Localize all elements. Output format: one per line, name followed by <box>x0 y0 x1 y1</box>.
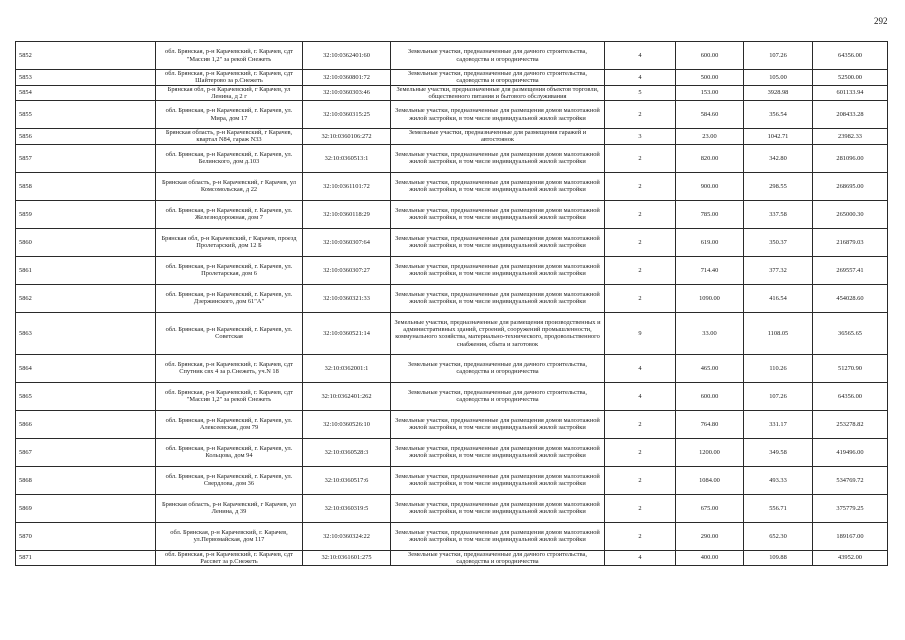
land-use-cell: Земельные участки, предназначенные для дачного строительства, садоводства и огородничества <box>391 42 605 70</box>
specific-value-cell: 342.80 <box>744 144 813 172</box>
cadastral-value-cell: 189167.00 <box>813 522 888 550</box>
land-register-table <box>15 41 888 566</box>
use-group-cell: 2 <box>605 410 676 438</box>
row-number: 5869 <box>16 494 156 522</box>
cadastral-number-cell: 32:10:0360106:272 <box>303 129 391 145</box>
specific-value-cell: 556.71 <box>744 494 813 522</box>
cadastral-value-cell: 281096.00 <box>813 144 888 172</box>
cadastral-number-cell: 32:10:0360517:6 <box>303 466 391 494</box>
cadastral-number-cell: 32:10:0360321:33 <box>303 284 391 312</box>
row-number: 5871 <box>16 550 156 566</box>
table-row <box>16 284 888 312</box>
area-cell: 1084.00 <box>676 466 744 494</box>
specific-value-cell: 331.17 <box>744 410 813 438</box>
table-row <box>16 172 888 200</box>
land-use-cell: Земельные участки, предназначенные для размещения домов малоэтажной жилой застройки, в том числе индивидуальной жилой застройки <box>391 466 605 494</box>
specific-value-cell: 350.37 <box>744 228 813 256</box>
use-group-cell: 2 <box>605 466 676 494</box>
table-row <box>16 312 888 354</box>
row-number: 5854 <box>16 85 156 101</box>
area-cell: 764.80 <box>676 410 744 438</box>
land-use-cell: Земельные участки, предназначенные для размещения производственных и административных зданий, строений, сооружений промышленности, коммунального хозяйства, материально-технического, продовольственного снабжения, сбыта и заготовок <box>391 312 605 354</box>
land-use-cell: Земельные участки, предназначенные для размещения домов малоэтажной жилой застройки, в том числе индивидуальной жилой застройки <box>391 494 605 522</box>
address-cell: обл. Брянская, р-н Карачевский, г. Карачев, сдт Шайтерово за р.Снежеть <box>156 70 303 86</box>
table-row <box>16 101 888 129</box>
row-number: 5859 <box>16 200 156 228</box>
address-cell: обл. Брянская, р-н Карачевский, г. Карачев, ул. Белинского, дом д.103 <box>156 144 303 172</box>
row-number: 5857 <box>16 144 156 172</box>
row-number: 5860 <box>16 228 156 256</box>
table-row <box>16 522 888 550</box>
cadastral-number-cell: 32:10:0360307:27 <box>303 256 391 284</box>
row-number: 5865 <box>16 382 156 410</box>
cadastral-number-cell: 32:10:0362001:1 <box>303 354 391 382</box>
address-cell: обл. Брянская, р-н Карачевский, г. Карачев, сдт "Массив 1,2" за рекой Снежеть <box>156 382 303 410</box>
row-number: 5870 <box>16 522 156 550</box>
cadastral-value-cell: 43952.00 <box>813 550 888 566</box>
address-cell: Брянская область, р-н Карачевский, г Карачев, ул Ленина, д 39 <box>156 494 303 522</box>
specific-value-cell: 356.54 <box>744 101 813 129</box>
use-group-cell: 5 <box>605 85 676 101</box>
use-group-cell: 2 <box>605 256 676 284</box>
cadastral-value-cell: 253278.82 <box>813 410 888 438</box>
area-cell: 1200.00 <box>676 438 744 466</box>
use-group-cell: 2 <box>605 172 676 200</box>
specific-value-cell: 110.26 <box>744 354 813 382</box>
area-cell: 33.00 <box>676 312 744 354</box>
cadastral-number-cell: 32:10:0360521:14 <box>303 312 391 354</box>
table-row <box>16 70 888 86</box>
cadastral-number-cell: 32:10:0361601:275 <box>303 550 391 566</box>
specific-value-cell: 298.55 <box>744 172 813 200</box>
cadastral-value-cell: 208433.28 <box>813 101 888 129</box>
row-number: 5855 <box>16 101 156 129</box>
cadastral-number-cell: 32:10:0360303:46 <box>303 85 391 101</box>
land-use-cell: Земельные участки, предназначенные для размещения гаражей и автостоянок <box>391 129 605 145</box>
cadastral-number-cell: 32:10:0360118:29 <box>303 200 391 228</box>
address-cell: Брянская обл, р-н Карачевский, г Карачев, проезд Пролетарский, дом 12 Б <box>156 228 303 256</box>
cadastral-number-cell: 32:10:0360315:25 <box>303 101 391 129</box>
row-number: 5861 <box>16 256 156 284</box>
row-number: 5853 <box>16 70 156 86</box>
area-cell: 820.00 <box>676 144 744 172</box>
row-number: 5864 <box>16 354 156 382</box>
land-use-cell: Земельные участки, предназначенные для размещения домов малоэтажной жилой застройки, в том числе индивидуальной жилой застройки <box>391 228 605 256</box>
table-row <box>16 85 888 101</box>
cadastral-value-cell: 216879.03 <box>813 228 888 256</box>
land-use-cell: Земельные участки, предназначенные для размещения домов малоэтажной жилой застройки, в том числе индивидуальной жилой застройки <box>391 284 605 312</box>
land-use-cell: Земельные участки, предназначенные для размещения домов малоэтажной жилой застройки, в том числе индивидуальной жилой застройки <box>391 410 605 438</box>
use-group-cell: 2 <box>605 284 676 312</box>
cadastral-number-cell: 32:10:0360319:5 <box>303 494 391 522</box>
area-cell: 290.00 <box>676 522 744 550</box>
land-use-cell: Земельные участки, предназначенные для размещения домов малоэтажной жилой застройки, в том числе индивидуальной жилой застройки <box>391 438 605 466</box>
use-group-cell: 2 <box>605 228 676 256</box>
table-row <box>16 466 888 494</box>
address-cell: обл. Брянская, р-н Карачевский, г. Карачев, сдт Спутник свх 4 за р.Снежеть, уч.N 18 <box>156 354 303 382</box>
land-use-cell: Земельные участки, предназначенные для размещения домов малоэтажной жилой застройки, в том числе индивидуальной жилой застройки <box>391 522 605 550</box>
address-cell: обл. Брянская, р-н Карачевский, г. Карачев, ул. Алексеевская, дом 79 <box>156 410 303 438</box>
cadastral-value-cell: 534769.72 <box>813 466 888 494</box>
specific-value-cell: 105.00 <box>744 70 813 86</box>
cadastral-value-cell: 64356.00 <box>813 382 888 410</box>
land-use-cell: Земельные участки, предназначенные для дачного строительства, садоводства и огородничества <box>391 70 605 86</box>
specific-value-cell: 377.32 <box>744 256 813 284</box>
area-cell: 153.00 <box>676 85 744 101</box>
area-cell: 400.00 <box>676 550 744 566</box>
table-row <box>16 438 888 466</box>
area-cell: 465.00 <box>676 354 744 382</box>
address-cell: обл. Брянская, р-н Карачевский, г. Карачев, сдт Рассвет за р.Снежеть <box>156 550 303 566</box>
use-group-cell: 2 <box>605 494 676 522</box>
area-cell: 600.00 <box>676 382 744 410</box>
area-cell: 584.60 <box>676 101 744 129</box>
use-group-cell: 4 <box>605 550 676 566</box>
address-cell: обл. Брянская, р-н Карачевский, г. Карачев, ул. Кольцова, дом 94 <box>156 438 303 466</box>
specific-value-cell: 652.30 <box>744 522 813 550</box>
cadastral-number-cell: 32:10:0360528:3 <box>303 438 391 466</box>
row-number: 5862 <box>16 284 156 312</box>
table-row <box>16 200 888 228</box>
cadastral-number-cell: 32:10:0360526:10 <box>303 410 391 438</box>
cadastral-number-cell: 32:10:0360801:72 <box>303 70 391 86</box>
use-group-cell: 9 <box>605 312 676 354</box>
table-row <box>16 550 888 566</box>
row-number: 5852 <box>16 42 156 70</box>
specific-value-cell: 349.58 <box>744 438 813 466</box>
cadastral-number-cell: 32:10:0360513:1 <box>303 144 391 172</box>
area-cell: 619.00 <box>676 228 744 256</box>
address-cell: Брянская область, р-н Карачевский, г Карачев, ул Комсомольская, д 22 <box>156 172 303 200</box>
page-number: 292 <box>874 16 888 26</box>
use-group-cell: 2 <box>605 200 676 228</box>
land-use-cell: Земельные участки, предназначенные для размещения домов малоэтажной жилой застройки, в том числе индивидуальной жилой застройки <box>391 200 605 228</box>
table-row <box>16 129 888 145</box>
land-use-cell: Земельные участки, предназначенные для дачного строительства, садоводства и огородничества <box>391 382 605 410</box>
specific-value-cell: 107.26 <box>744 42 813 70</box>
row-number: 5858 <box>16 172 156 200</box>
row-number: 5867 <box>16 438 156 466</box>
cadastral-number-cell: 32:10:0362401:262 <box>303 382 391 410</box>
cadastral-value-cell: 375779.25 <box>813 494 888 522</box>
table-row <box>16 144 888 172</box>
area-cell: 23.00 <box>676 129 744 145</box>
table-row <box>16 382 888 410</box>
specific-value-cell: 493.33 <box>744 466 813 494</box>
use-group-cell: 2 <box>605 522 676 550</box>
cadastral-number-cell: 32:10:0362401:60 <box>303 42 391 70</box>
specific-value-cell: 1108.05 <box>744 312 813 354</box>
row-number: 5856 <box>16 129 156 145</box>
cadastral-value-cell: 454028.60 <box>813 284 888 312</box>
address-cell: Брянская область, р-н Карачевский, г Карачев, квартал N84, гараж N33 <box>156 129 303 145</box>
table-row <box>16 42 888 70</box>
address-cell: обл. Брянская, р-н Карачевский, г. Карачев, ул. Мира, дом 17 <box>156 101 303 129</box>
cadastral-number-cell: 32:10:0360307:64 <box>303 228 391 256</box>
area-cell: 900.00 <box>676 172 744 200</box>
table-row <box>16 256 888 284</box>
address-cell: обл. Брянская, р-н Карачевский, г. Карачев, ул. Пролетарская, дом 6 <box>156 256 303 284</box>
cadastral-number-cell: 32:10:0361101:72 <box>303 172 391 200</box>
table-row <box>16 494 888 522</box>
specific-value-cell: 416.54 <box>744 284 813 312</box>
address-cell: обл. Брянская, р-н Карачевский, г. Карачев, ул.Первомайская, дом 117 <box>156 522 303 550</box>
register-body <box>16 42 888 566</box>
cadastral-number-cell: 32:10:0360324:22 <box>303 522 391 550</box>
row-number: 5866 <box>16 410 156 438</box>
cadastral-value-cell: 265000.30 <box>813 200 888 228</box>
cadastral-value-cell: 51270.90 <box>813 354 888 382</box>
use-group-cell: 4 <box>605 70 676 86</box>
cadastral-value-cell: 268695.00 <box>813 172 888 200</box>
use-group-cell: 2 <box>605 144 676 172</box>
cadastral-value-cell: 36565.65 <box>813 312 888 354</box>
area-cell: 500.00 <box>676 70 744 86</box>
land-use-cell: Земельные участки, предназначенные для дачного строительства, садоводства и огородничества <box>391 354 605 382</box>
table-row <box>16 410 888 438</box>
use-group-cell: 3 <box>605 129 676 145</box>
land-use-cell: Земельные участки, предназначенные для размещения домов малоэтажной жилой застройки, в том числе индивидуальной жилой застройки <box>391 101 605 129</box>
area-cell: 714.40 <box>676 256 744 284</box>
use-group-cell: 4 <box>605 42 676 70</box>
land-use-cell: Земельные участки, предназначенные для дачного строительства, садоводства и огородничества <box>391 550 605 566</box>
use-group-cell: 4 <box>605 354 676 382</box>
area-cell: 785.00 <box>676 200 744 228</box>
cadastral-value-cell: 52500.00 <box>813 70 888 86</box>
row-number: 5863 <box>16 312 156 354</box>
address-cell: обл. Брянская, р-н Карачевский, г. Карачев, ул. Советская <box>156 312 303 354</box>
area-cell: 600.00 <box>676 42 744 70</box>
area-cell: 675.00 <box>676 494 744 522</box>
address-cell: обл. Брянская, р-н Карачевский, г. Карачев, сдт "Массив 1,2" за рекой Снежеть <box>156 42 303 70</box>
specific-value-cell: 3928.98 <box>744 85 813 101</box>
specific-value-cell: 337.58 <box>744 200 813 228</box>
cadastral-value-cell: 64356.00 <box>813 42 888 70</box>
cadastral-value-cell: 23982.33 <box>813 129 888 145</box>
address-cell: Брянская обл, р-н Карачевский, г Карачев, ул Ленина, д 2 г <box>156 85 303 101</box>
cadastral-value-cell: 269557.41 <box>813 256 888 284</box>
land-use-cell: Земельные участки, предназначенные для размещения домов малоэтажной жилой застройки, в том числе индивидуальной жилой застройки <box>391 256 605 284</box>
row-number: 5868 <box>16 466 156 494</box>
address-cell: обл. Брянская, р-н Карачевский, г. Карачев, ул. Свердлова, дом 36 <box>156 466 303 494</box>
use-group-cell: 2 <box>605 438 676 466</box>
land-use-cell: Земельные участки, предназначенные для размещения домов малоэтажной жилой застройки, в том числе индивидуальной жилой застройки <box>391 144 605 172</box>
specific-value-cell: 109.88 <box>744 550 813 566</box>
address-cell: обл. Брянская, р-н Карачевский, г. Карачев, ул. Железнодорожная, дом 7 <box>156 200 303 228</box>
address-cell: обл. Брянская, р-н Карачевский, г. Карачев, ул. Дзержинского, дом 61"А" <box>156 284 303 312</box>
cadastral-value-cell: 419496.00 <box>813 438 888 466</box>
table-row <box>16 354 888 382</box>
table-row <box>16 228 888 256</box>
specific-value-cell: 1042.71 <box>744 129 813 145</box>
use-group-cell: 4 <box>605 382 676 410</box>
use-group-cell: 2 <box>605 101 676 129</box>
land-use-cell: Земельные участки, предназначенные для размещения домов малоэтажной жилой застройки, в том числе индивидуальной жилой застройки <box>391 172 605 200</box>
cadastral-value-cell: 601133.94 <box>813 85 888 101</box>
land-use-cell: Земельные участки, предназначенные для размещения объектов торговли, общественного питания и бытового обслуживания <box>391 85 605 101</box>
specific-value-cell: 107.26 <box>744 382 813 410</box>
area-cell: 1090.00 <box>676 284 744 312</box>
